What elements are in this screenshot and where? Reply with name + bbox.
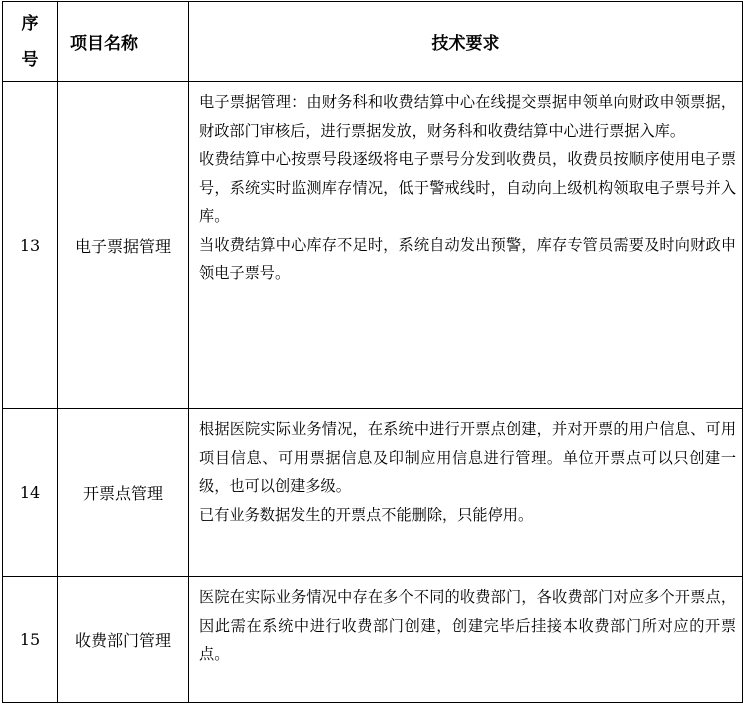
row-number: 14: [3, 409, 58, 577]
requirement-paragraph: 当收费结算中心库存不足时，系统自动发出预警，库存专管员需要及时向财政申领电子票号。: [199, 235, 736, 282]
requirements-table: [2, 1, 743, 703]
header-item-name: 项目名称: [58, 2, 189, 82]
requirement-paragraph: 电子票据管理：由财务科和收费结算中心在线提交票据申领单向财政申领票据，财政部门审核后，进行票据发放，财务科和收费结算中心进行票据入库。: [199, 93, 736, 140]
requirement-paragraph: 根据医院实际业务情况，在系统中进行开票点创建，并对开票的用户信息、可用项目信息、可用票据信息及印制应用信息进行管理。单位开票点可以只创建一级，也可以创建多级。: [199, 420, 736, 495]
row-requirement: [189, 577, 743, 703]
header-number-line2: 号: [21, 49, 39, 70]
row-requirement: [189, 82, 743, 409]
header-number-line1: 序: [21, 13, 39, 34]
requirement-paragraph: 收费结算中心按票号段逐级将电子票号分发到收费员，收费员按顺序使用电子票号，系统实时监测库存情况，低于警戒线时，自动向上级机构领取电子票号并入库。: [199, 150, 736, 225]
header-requirement: 技术要求: [189, 2, 743, 82]
requirement-paragraph: 已有业务数据发生的开票点不能删除，只能停用。: [199, 505, 534, 524]
header-row: [3, 2, 743, 82]
table-row: [3, 577, 743, 703]
row-number: 15: [3, 577, 58, 703]
row-requirement: [189, 409, 743, 577]
row-item-name: 开票点管理: [58, 409, 189, 577]
requirement-paragraph: 医院在实际业务情况中存在多个不同的收费部门，各收费部门对应多个开票点，因此需在系统中进行收费部门创建，创建完毕后挂接本收费部门所对应的开票点。: [199, 588, 736, 663]
row-number: 13: [3, 82, 58, 409]
header-number: [3, 2, 58, 82]
row-item-name: 电子票据管理: [58, 82, 189, 409]
table-row: [3, 409, 743, 577]
table-row: [3, 82, 743, 409]
row-item-name: 收费部门管理: [58, 577, 189, 703]
